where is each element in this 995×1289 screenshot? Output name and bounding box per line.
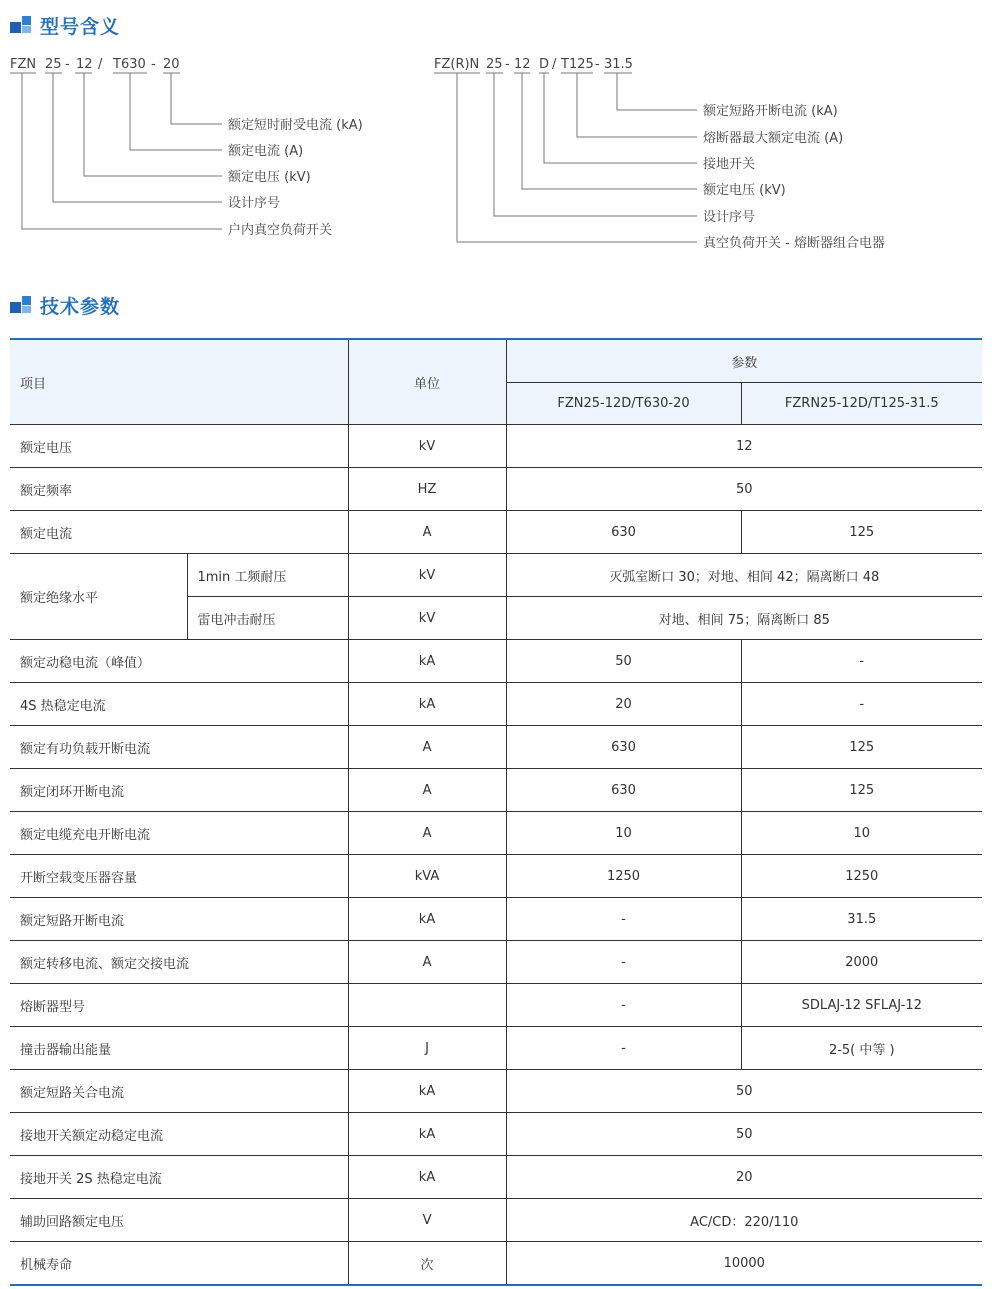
table-row	[10, 511, 982, 554]
unit-cell	[348, 984, 506, 1027]
code-part: T630	[113, 57, 146, 72]
item-cell: 额定转移电流、额定交接电流	[10, 941, 348, 984]
value-cell: 125	[741, 769, 982, 812]
table-row	[10, 726, 982, 769]
value-cell: 12	[506, 425, 982, 468]
table-header-row	[10, 339, 982, 383]
value-cell: -	[506, 1027, 741, 1070]
value-cell: 50	[506, 640, 741, 683]
unit-cell: kVA	[348, 855, 506, 898]
value-cell: -	[506, 941, 741, 984]
value-cell: 630	[506, 769, 741, 812]
section-squares-icon	[10, 16, 32, 36]
designation-label: 户内真空负荷开关	[228, 223, 333, 238]
item-cell: 额定频率	[10, 468, 348, 511]
unit-cell: A	[348, 941, 506, 984]
table-row	[10, 425, 982, 468]
item-cell: 额定有功负载开断电流	[10, 726, 348, 769]
left-model-code	[10, 57, 180, 72]
item-cell: 额定绝缘水平	[10, 554, 187, 640]
unit-cell: HZ	[348, 468, 506, 511]
sub-item-cell: 1min 工频耐压	[187, 554, 348, 597]
table-row	[10, 812, 982, 855]
table-row	[10, 640, 982, 683]
unit-cell: A	[348, 769, 506, 812]
item-cell: 额定动稳电流（峰值）	[10, 640, 348, 683]
unit-cell: kA	[348, 898, 506, 941]
code-part: -	[65, 57, 70, 72]
header-params: 参数	[506, 339, 982, 383]
value-cell: 630	[506, 726, 741, 769]
section-title: 技术参数	[40, 296, 121, 318]
table-row	[10, 1070, 982, 1113]
code-part: -	[151, 57, 156, 72]
designation-label: 接地开关	[703, 157, 756, 172]
item-cell: 接地开关 2S 热稳定电流	[10, 1156, 348, 1199]
table-row	[10, 855, 982, 898]
value-cell: 20	[506, 1156, 982, 1199]
section-header-tech-params	[10, 292, 120, 319]
header-model-2: FZRN25-12D/T125-31.5	[741, 383, 982, 425]
code-part: 12	[514, 57, 531, 72]
item-cell: 熔断器型号	[10, 984, 348, 1027]
table-row	[10, 1113, 982, 1156]
code-part: -	[505, 57, 510, 72]
code-part: 12	[76, 57, 93, 72]
value-cell: 1250	[741, 855, 982, 898]
value-cell: SDLAJ-12 SFLAJ-12	[741, 984, 982, 1027]
code-part: 25	[486, 57, 503, 72]
table-row	[10, 468, 982, 511]
code-part: FZN	[10, 57, 37, 72]
code-part: 20	[163, 57, 180, 72]
table-row	[10, 941, 982, 984]
unit-cell: kV	[348, 425, 506, 468]
designation-label: 额定电压 (kV)	[703, 183, 786, 198]
sub-item-cell: 雷电冲击耐压	[187, 597, 348, 640]
item-cell: 撞击器输出能量	[10, 1027, 348, 1070]
value-cell: -	[741, 640, 982, 683]
item-cell: 4S 热稳定电流	[10, 683, 348, 726]
value-cell: AC/CD：220/110	[506, 1199, 982, 1242]
code-part: /	[552, 57, 557, 72]
item-cell: 额定短路关合电流	[10, 1070, 348, 1113]
table-row	[10, 1027, 982, 1070]
unit-cell: kV	[348, 597, 506, 640]
table-row	[10, 1242, 982, 1286]
table-row	[10, 1199, 982, 1242]
right-connector-lines	[434, 73, 697, 242]
value-cell: 630	[506, 511, 741, 554]
designation-label: 设计序号	[703, 210, 756, 225]
value-cell: 10	[741, 812, 982, 855]
designation-label: 额定电流 (A)	[228, 144, 304, 159]
left-connector-lines	[10, 73, 222, 229]
value-cell: 10	[506, 812, 741, 855]
designation-label: 设计序号	[228, 196, 281, 211]
unit-cell: kA	[348, 1156, 506, 1199]
designation-label: 额定电压 (kV)	[228, 170, 311, 185]
code-part: T125	[561, 57, 594, 72]
item-cell: 额定短路开断电流	[10, 898, 348, 941]
left-labels	[228, 117, 363, 238]
value-cell: 50	[506, 468, 982, 511]
item-cell: 机械寿命	[10, 1242, 348, 1286]
value-cell: 50	[506, 1113, 982, 1156]
section-title: 型号含义	[40, 16, 121, 38]
unit-cell: kA	[348, 640, 506, 683]
value-cell: -	[741, 683, 982, 726]
section-header-model-meaning	[10, 12, 120, 39]
section-squares-icon	[10, 296, 32, 316]
right-model-code	[434, 57, 633, 72]
right-labels	[703, 103, 885, 251]
value-cell: 灭弧室断口 30；对地、相间 42；隔离断口 48	[506, 554, 982, 597]
unit-cell: A	[348, 726, 506, 769]
unit-cell: A	[348, 511, 506, 554]
item-cell: 额定电压	[10, 425, 348, 468]
value-cell: 50	[506, 1070, 982, 1113]
code-part: /	[98, 57, 103, 72]
item-cell: 辅助回路额定电压	[10, 1199, 348, 1242]
item-cell: 接地开关额定动稳定电流	[10, 1113, 348, 1156]
table-row	[10, 554, 982, 597]
header-model-1: FZN25-12D/T630-20	[506, 383, 741, 425]
item-cell: 额定闭环开断电流	[10, 769, 348, 812]
designation-label: 真空负荷开关 - 熔断器组合电器	[703, 236, 885, 251]
table-row	[10, 984, 982, 1027]
header-unit: 单位	[348, 339, 506, 425]
table-row	[10, 769, 982, 812]
designation-label: 熔断器最大额定电流 (A)	[703, 131, 844, 146]
unit-cell: kA	[348, 1070, 506, 1113]
designation-label: 额定短时耐受电流 (kA)	[228, 118, 363, 133]
value-cell: 125	[741, 726, 982, 769]
unit-cell: kA	[348, 683, 506, 726]
code-part: 31.5	[604, 57, 633, 72]
value-cell: 125	[741, 511, 982, 554]
code-part: 25	[45, 57, 62, 72]
code-part: -	[595, 57, 600, 72]
value-cell: 10000	[506, 1242, 982, 1286]
unit-cell: 次	[348, 1242, 506, 1286]
item-cell: 额定电缆充电开断电流	[10, 812, 348, 855]
model-designation-diagram	[0, 45, 995, 260]
item-cell: 开断空载变压器容量	[10, 855, 348, 898]
value-cell: 1250	[506, 855, 741, 898]
table-row	[10, 1156, 982, 1199]
table-row	[10, 898, 982, 941]
header-item: 项目	[10, 339, 348, 425]
value-cell: 对地、相间 75；隔离断口 85	[506, 597, 982, 640]
unit-cell: kV	[348, 554, 506, 597]
code-part: D	[539, 57, 550, 72]
unit-cell: kA	[348, 1113, 506, 1156]
designation-label: 额定短路开断电流 (kA)	[703, 104, 838, 119]
table-row	[10, 683, 982, 726]
value-cell: -	[506, 984, 741, 1027]
value-cell: 20	[506, 683, 741, 726]
unit-cell: J	[348, 1027, 506, 1070]
value-cell: 2000	[741, 941, 982, 984]
item-cell: 额定电流	[10, 511, 348, 554]
value-cell: -	[506, 898, 741, 941]
value-cell: 31.5	[741, 898, 982, 941]
code-part: FZ(R)N	[434, 57, 480, 72]
tech-params-table	[10, 338, 982, 1286]
value-cell: 2-5( 中等 )	[741, 1027, 982, 1070]
unit-cell: V	[348, 1199, 506, 1242]
unit-cell: A	[348, 812, 506, 855]
